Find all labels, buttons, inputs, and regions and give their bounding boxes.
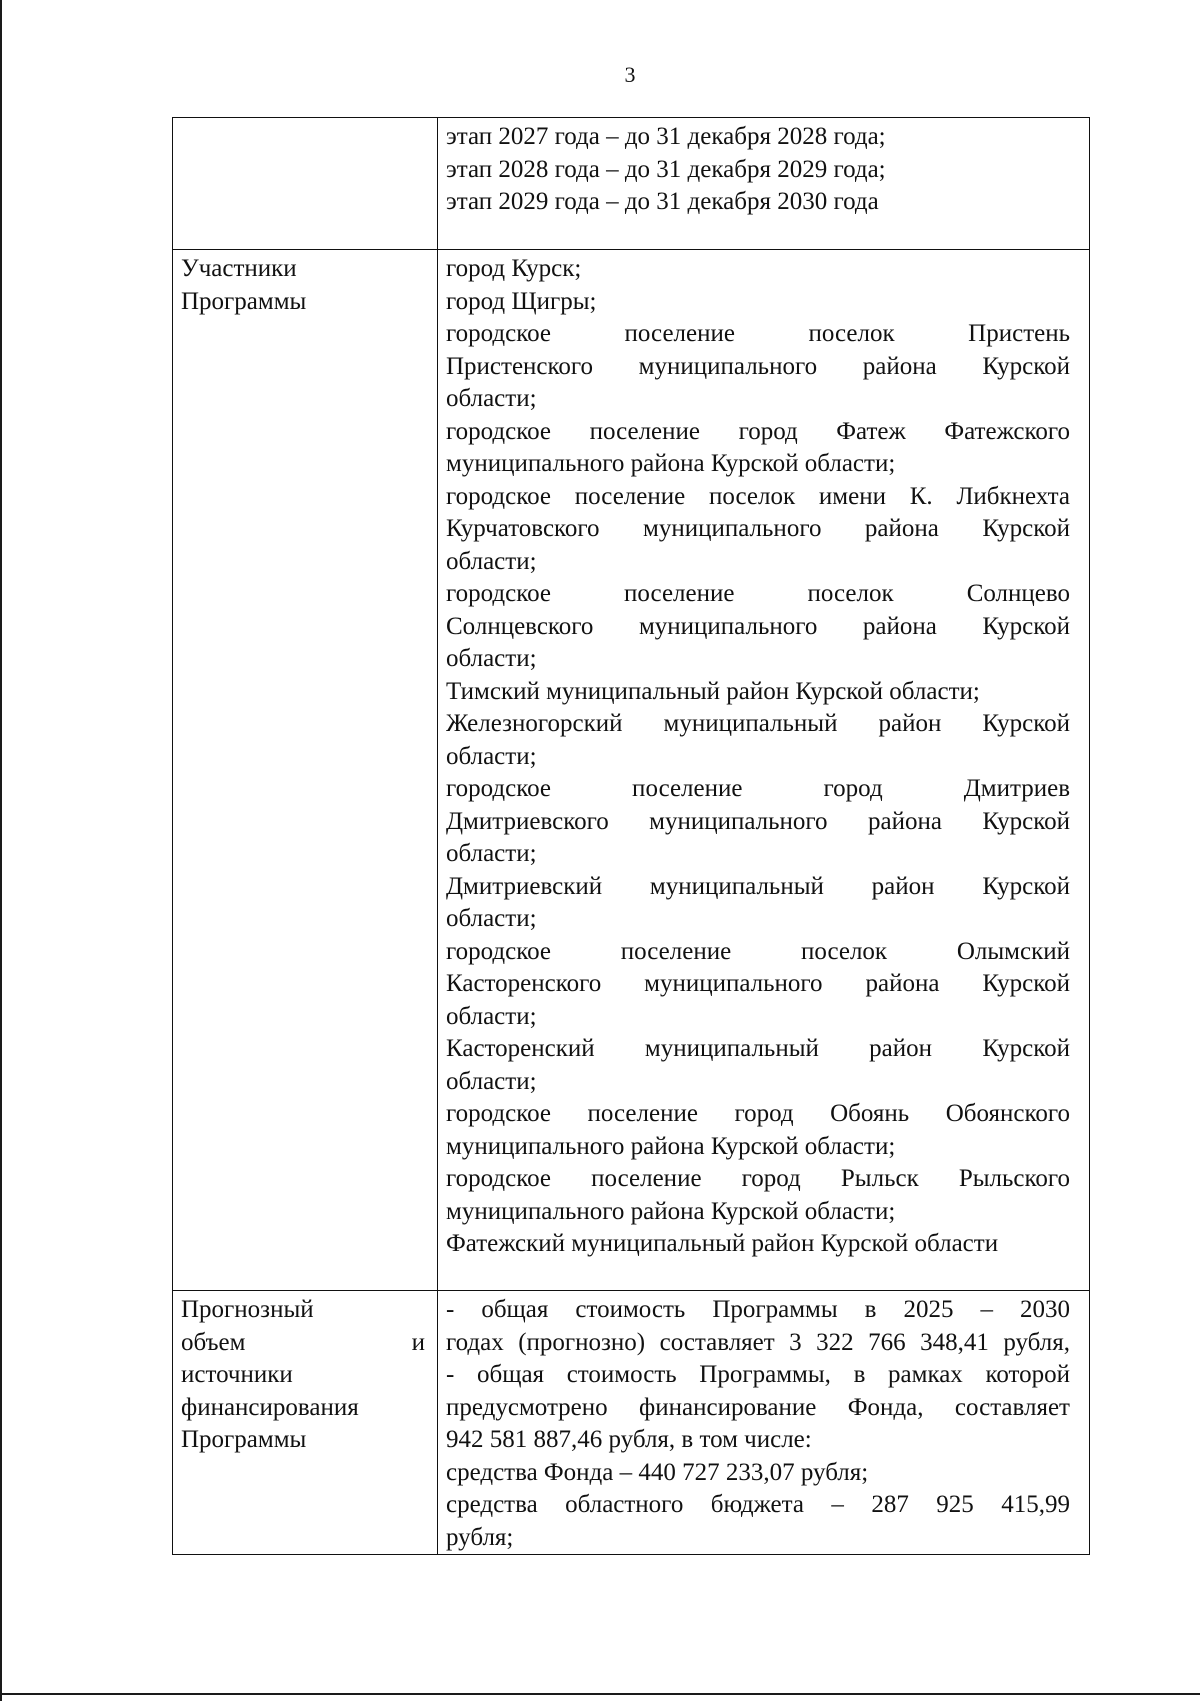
funding-line: средства областного бюджета – 287 925 415,99 [446, 1491, 1070, 1518]
table-row-funding [173, 1291, 1090, 1555]
participant-line: Курчатовского муниципального района Курской [446, 515, 1070, 542]
participants-label-cell [173, 250, 438, 1291]
participant-line: Фатежский муниципальный район Курской области [446, 1230, 999, 1257]
participant-line: области; [446, 547, 537, 575]
stage-line: этап 2027 года – до 31 декабря 2028 года; [446, 123, 886, 150]
participant-line: Касторенский муниципальный район Курской [446, 1035, 1070, 1062]
funding-label-line: Прогнозный [181, 1296, 314, 1323]
table-row-participants [173, 250, 1090, 1291]
participant-line: Дмитриевского муниципального района Курской [446, 807, 1070, 835]
participant-line: Дмитриевский муниципальный район Курской [446, 872, 1070, 900]
participant-line: Пристенского муниципального района Курской [446, 352, 1070, 380]
participant-line: городское поселение город Фатеж Фатежского [446, 417, 1070, 445]
funding-line: средства Фонда – 440 727 233,07 рубля; [446, 1458, 869, 1486]
funding-line: годах (прогнозно) составляет 3 322 766 348,41 рубля, [446, 1328, 1070, 1356]
funding-label-line: источники [181, 1361, 293, 1388]
participants-content-cell [438, 250, 1090, 1291]
participant-line: Железногорский муниципальный район Курской [446, 710, 1070, 737]
funding-label-line: Программы [181, 1426, 307, 1453]
funding-content-cell [438, 1291, 1090, 1555]
participant-line: области; [446, 385, 537, 412]
participant-line: Солнцевского муниципального района Курской [446, 612, 1070, 640]
participant-line: Касторенского муниципального района Курской [446, 970, 1070, 997]
participant-line: городское поселение поселок Пристень [446, 320, 1070, 347]
participant-line: области; [446, 1002, 537, 1030]
participants-label-line: Участники [181, 255, 297, 282]
participant-line: городское поселение поселок Солнцево [446, 580, 1070, 607]
funding-line: 942 581 887,46 рубля, в том числе: [446, 1426, 812, 1453]
stages-content-cell [438, 118, 1090, 250]
stage-line: этап 2028 года – до 31 декабря 2029 года; [446, 155, 886, 183]
funding-line: рубля; [446, 1523, 514, 1551]
participant-line: муниципального района Курской области; [446, 1197, 896, 1225]
participant-line: области; [446, 1067, 537, 1095]
participant-line: Тимский муниципальный район Курской области; [446, 677, 980, 705]
participant-line: области; [446, 742, 537, 770]
funding-line: - общая стоимость Программы в 2025 – 2030 [446, 1296, 1070, 1323]
participant-line: городское поселение поселок имени К. Либкнехта [446, 482, 1070, 510]
participant-line: муниципального района Курской области; [446, 450, 896, 477]
funding-label-line: объем и [181, 1328, 425, 1356]
participant-line: городское поселение город Обоянь Обоянского [446, 1100, 1070, 1127]
funding-label-line: финансирования [181, 1393, 359, 1421]
table-row-stages [173, 118, 1090, 250]
participant-line: городское поселение поселок Олымский [446, 937, 1070, 965]
scan-edge-left [0, 0, 2, 1701]
scan-edge-bottom [0, 1693, 1200, 1695]
participant-line: город Курск; [446, 255, 582, 282]
stages-label-cell [173, 118, 438, 250]
program-passport-table [172, 117, 1090, 1555]
participant-line: город Щигры; [446, 287, 597, 315]
participants-label-line: Программы [181, 287, 307, 315]
participant-line: городское поселение город Дмитриев [446, 775, 1070, 802]
stage-line: этап 2029 года – до 31 декабря 2030 года [446, 188, 879, 215]
participant-line: области; [446, 905, 537, 932]
participant-line: городское поселение город Рыльск Рыльского [446, 1165, 1070, 1192]
funding-line: - общая стоимость Программы, в рамках которой [446, 1361, 1070, 1388]
page-number: 3 [624, 62, 636, 87]
participant-line: области; [446, 645, 537, 672]
funding-label-cell [173, 1291, 438, 1555]
participant-line: муниципального района Курской области; [446, 1132, 896, 1160]
funding-line: предусмотрено финансирование Фонда, составляет [446, 1393, 1070, 1421]
participant-line: области; [446, 840, 537, 867]
